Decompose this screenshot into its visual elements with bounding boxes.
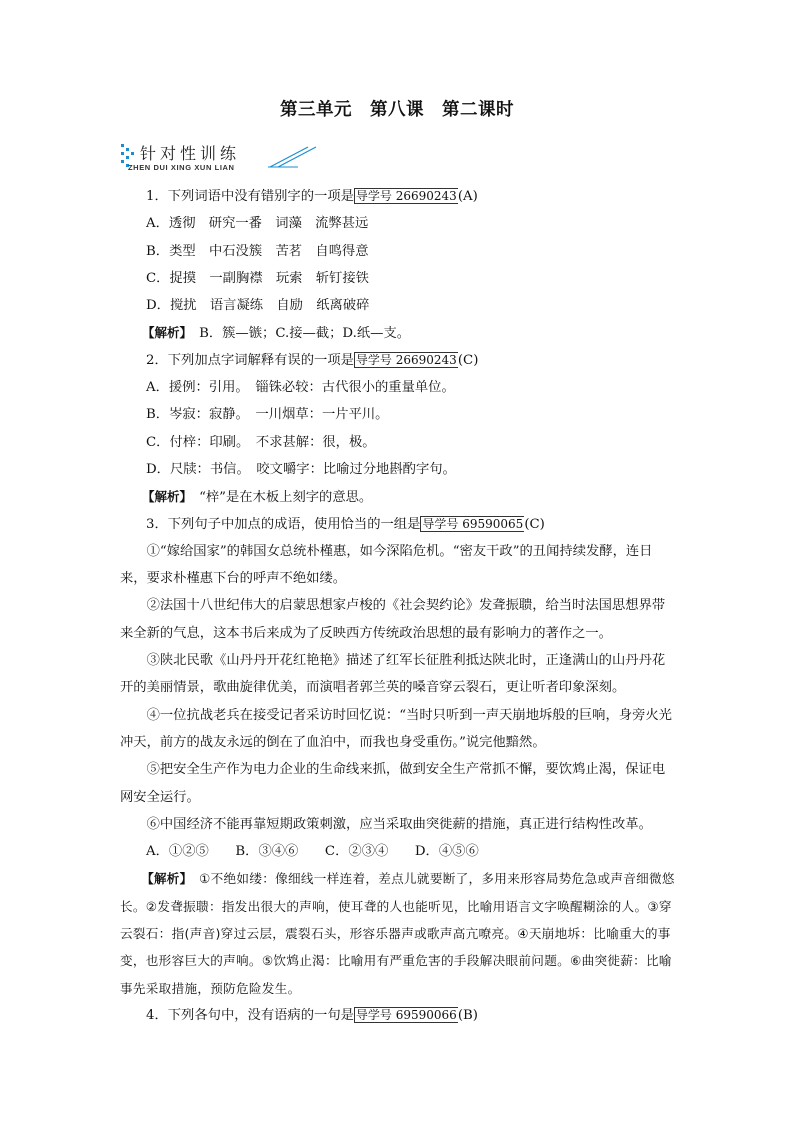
analysis-label: 【解析】 bbox=[141, 871, 187, 887]
sentence-item: ①“嫁给国家”的韩国女总统朴槿惠，如今深陷危机。“密友干政”的丑闻持续发酵，连日来，要求朴槿惠下台的呼声不绝如缕。 bbox=[120, 543, 653, 587]
sentence-item: ⑤把安全生产作为电力企业的生命线来抓，做到安全生产常抓不懈，要饮鸩止渴，保证电网安全运行。 bbox=[120, 762, 666, 805]
analysis-text: ①不绝如缕：像细线一样连着，差点儿就要断了，多用来形容局势危急或声音细微悠长。②发聋振聩：指发出很大的声响，使耳聋的人也能听见，比喻用语言文字唤醒糊涂的人。③穿云裂石：指(声音)穿过云层，震裂石头，形容乐器声或歌声高亢嘹亮。④天崩地坼：比喻重大的事变，也形容巨大的声响。⑤饮鸩止渴：比喻用有严重危害的手段解决眼前问题。⑥曲突徙薪：比喻事先采取措施，预防危险发生。 bbox=[120, 871, 675, 996]
slash-decoration-icon bbox=[268, 145, 318, 169]
option: B．岑寂：寂静。 一川烟草：一片平川。 bbox=[146, 407, 389, 423]
question-stem: 4．下列各句中，没有语病的一句是 bbox=[146, 1007, 354, 1023]
sentence-item: ⑥中国经济不能再靠短期政策刺激，应当采取曲突徙薪的措施，真正进行结构性改革。 bbox=[146, 816, 652, 832]
analysis-text: B．簇—镞；C.接—截；D.纸—支。 bbox=[199, 326, 411, 342]
question-3 bbox=[146, 511, 676, 538]
exercise-content bbox=[120, 183, 676, 1029]
sentence-item: ②法国十八世纪伟大的启蒙思想家卢梭的《社会契约论》发聋振聩，给当时法国思想界带来全新的气息，这本书后来成为了反映西方传统政治思想的最有影响力的著作之一。 bbox=[120, 598, 666, 641]
answer: (A) bbox=[457, 189, 478, 204]
answer: (B) bbox=[457, 1007, 478, 1023]
answer: (C) bbox=[524, 516, 545, 532]
option: C．捉摸 一副胸襟 玩索 斩钉接铁 bbox=[146, 270, 369, 286]
option: A．援例：引用。 锱铢必较：古代很小的重量单位。 bbox=[146, 380, 455, 396]
question-4 bbox=[146, 1002, 676, 1029]
question-1 bbox=[146, 183, 676, 210]
option: B．类型 中石没簇 苦茗 自鸣得意 bbox=[146, 243, 369, 259]
analysis bbox=[142, 319, 676, 346]
answer: (C) bbox=[457, 352, 479, 368]
page-title: 第三单元 第八课 第二课时 bbox=[280, 100, 514, 120]
option: D．搅扰 语言凝练 自励 纸离破碎 bbox=[146, 298, 370, 314]
analysis-label: 【解析】 bbox=[142, 325, 186, 341]
guide-number: 导学号 26690243 bbox=[355, 189, 457, 203]
analysis bbox=[120, 865, 676, 1001]
option: D．尺牍：书信。 咬文嚼字：比喻过分地斟酌字句。 bbox=[146, 461, 456, 477]
question-stem: 1．下列词语中没有错别字的一项是 bbox=[146, 189, 354, 204]
analysis-text: “梓”是在木板上刻字的意思。 bbox=[199, 490, 373, 506]
sentence-item: ③陕北民歌《山丹丹开花红艳艳》描述了红军长征胜利抵达陕北时，正逢满山的山丹丹花开的美丽情景，歌曲旋律优美，而演唱者郭兰英的嗓音穿云裂石，更让听者印象深刻。 bbox=[120, 653, 666, 696]
option-row: A．①②⑤ B．③④⑥ C．②③④ D．④⑤⑥ bbox=[146, 844, 479, 860]
analysis-label: 【解析】 bbox=[142, 489, 186, 505]
section-heading-text: 针对性训练 bbox=[140, 144, 241, 163]
option: C．付梓：印刷。 不求甚解：很，极。 bbox=[146, 434, 376, 450]
guide-number: 导学号 69590066 bbox=[355, 1007, 457, 1022]
question-stem: 3．下列句子中加点的成语，使用恰当的一组是 bbox=[146, 516, 421, 532]
guide-number: 导学号 69590065 bbox=[422, 516, 524, 531]
analysis bbox=[142, 483, 676, 510]
guide-number: 导学号 26690243 bbox=[355, 352, 457, 367]
question-2 bbox=[146, 347, 676, 374]
section-heading-pinyin: ZHEN DUI XING XUN LIAN bbox=[128, 163, 235, 172]
section-heading bbox=[118, 141, 318, 177]
question-stem: 2．下列加点字词解释有误的一项是 bbox=[146, 352, 354, 368]
sentence-item: ④一位抗战老兵在接受记者采访时回忆说：“当时只听到一声天崩地坼般的巨响，身旁火光冲天，前方的战友永远的倒在了血泊中，而我也身受重伤。”说完他黯然。 bbox=[120, 707, 672, 750]
option: A．透彻 研究一番 词藻 流弊甚远 bbox=[146, 216, 369, 232]
